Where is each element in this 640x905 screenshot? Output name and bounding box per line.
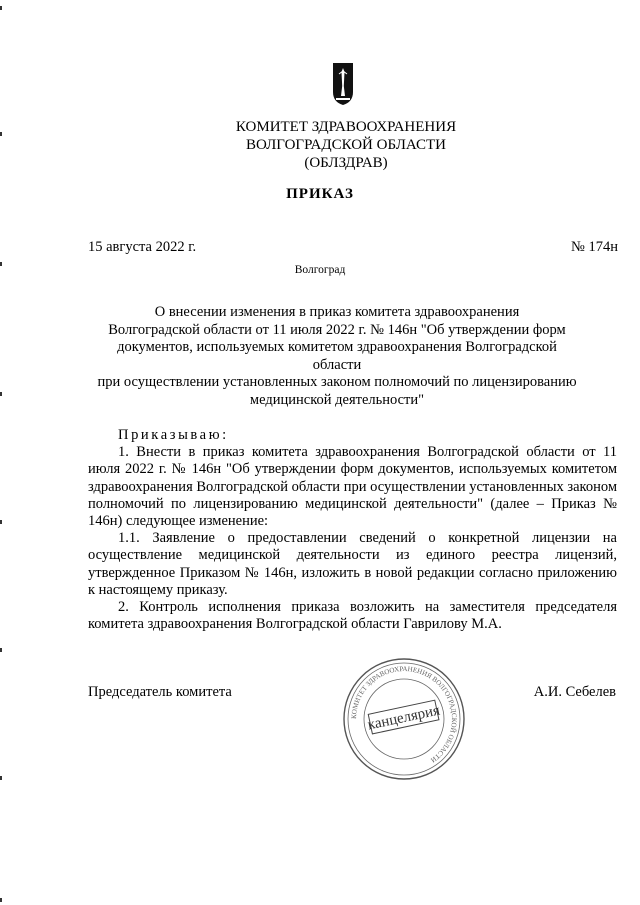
subject-line: О внесении изменения в приказ комитета здравоохранения [154, 304, 520, 320]
margin-mark [0, 898, 2, 902]
document-date: 15 августа 2022 г. [88, 239, 197, 255]
signatory-name: А.И. Себелев [533, 684, 616, 700]
org-name-line1: КОМИТЕТ ЗДРАВООХРАНЕНИЯ [235, 119, 457, 135]
document-body [88, 427, 617, 633]
org-abbrev: (ОБЛЗДРАВ) [304, 155, 388, 171]
subject-line: Волгоградской области от 11 июля 2022 г. № 146н "Об утверждении форм [108, 321, 566, 338]
margin-mark [0, 520, 2, 524]
paragraph-1: 1. Внести в приказ комитета здравоохранения Волгоградской области от 11 июля 2022 г. № 146н "Об утверждении форм документов, используемых комитетом здравоохранения Волгоградской области при осуществлении установленных законом полномочий по лицензированию медицинской деятельности" (далее – Приказ № 146н) следующее изменение: [88, 444, 617, 530]
stamp-ring-text: КОМИТЕТ ЗДРАВООХРАНЕНИЯ ВОЛГОГРАДСКОЙ ОБЛАСТИ [349, 664, 459, 765]
margin-mark [0, 6, 2, 10]
signatory-position: Председатель комитета [88, 684, 232, 700]
org-name-line2: ВОЛГОГРАДСКОЙ ОБЛАСТИ [246, 137, 446, 153]
margin-mark [0, 392, 2, 396]
paragraph-2: 2. Контроль исполнения приказа возложить на заместителя председателя комитета здравоохранения Волгоградской области Гаврилову М.А. [88, 599, 617, 633]
document-subject [92, 304, 582, 409]
stamp-center-text: канцелярия [366, 702, 442, 734]
subject-line: медицинской деятельности" [249, 391, 425, 408]
subject-line: при осуществлении установленных законом полномочий по лицензированию [97, 374, 577, 390]
paragraph-1-1: 1.1. Заявление о предоставлении сведений о конкретной лицензии на осуществление медицинской деятельности из единого реестра лицензий, утвержденное Приказом № 146н, изложить в новой редакции согласно приложению к настоящему приказу. [88, 530, 617, 598]
document-city: Волгоград [294, 264, 346, 276]
organization-header [0, 118, 640, 172]
subject-line: документов, используемых комитетом здравоохранения Волгоградской области [117, 339, 557, 373]
margin-mark [0, 648, 2, 652]
official-stamp [342, 657, 466, 781]
order-intro: Приказываю: [118, 427, 229, 443]
coat-of-arms-emblem [332, 62, 354, 106]
margin-mark [0, 776, 2, 780]
document-type-title: ПРИКАЗ [286, 186, 354, 202]
document-number: № 174н [571, 239, 618, 255]
